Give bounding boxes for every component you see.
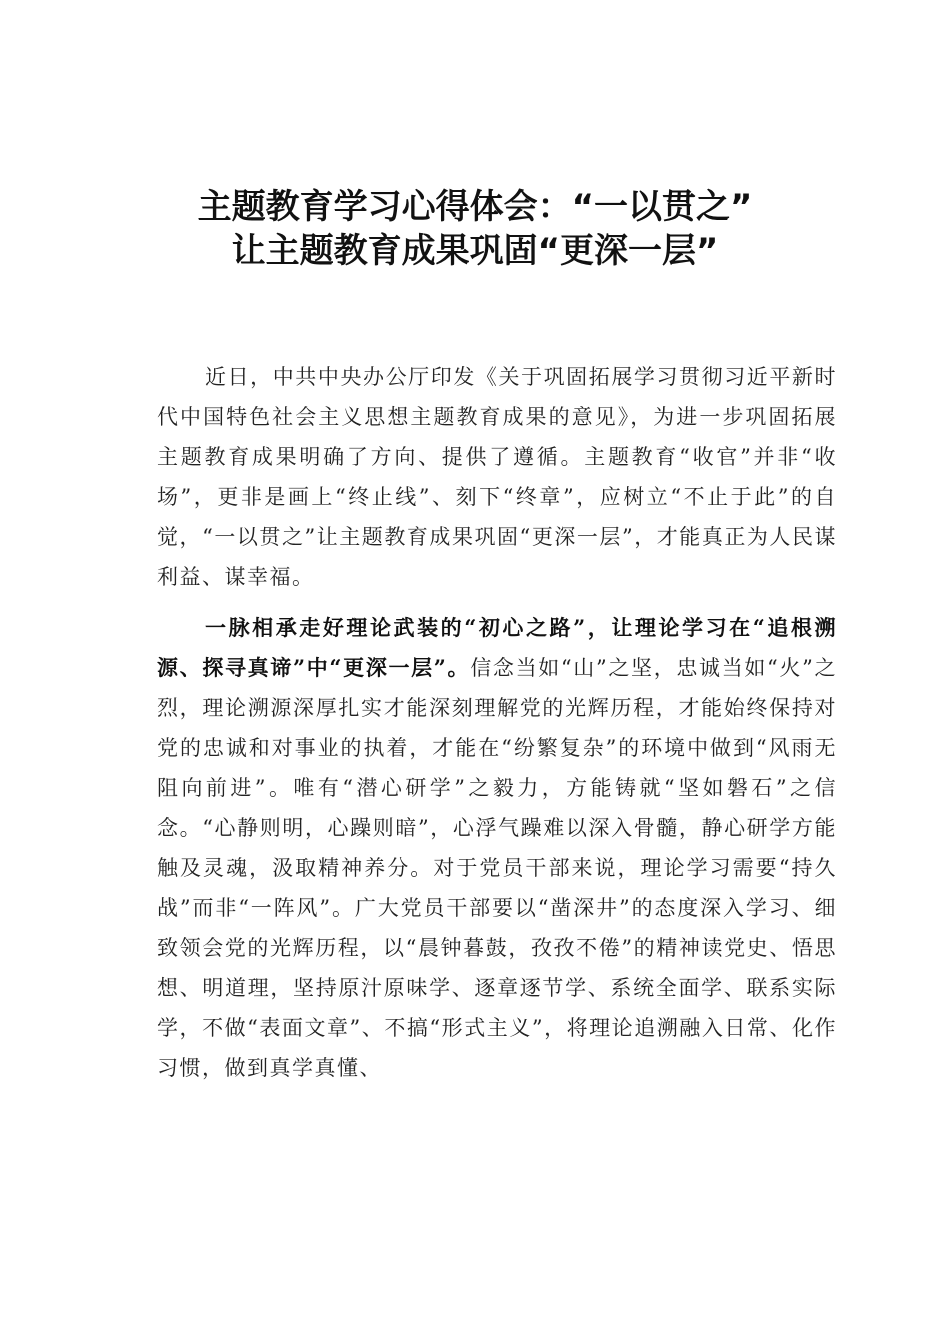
- paragraph-1-text: 近日，中共中央办公厅印发《关于巩固拓展学习贯彻习近平新时代中国特色社会主义思想主题教育成果的意见》，为进一步巩固拓展主题教育成果明确了方向、提供了遵循。主题教育“收官”并非“收场”，更非是画上“终止线”、刻下“终章”，应树立“不止于此”的自觉，“一以贯之”让主题教育成果巩固“更深一层”，才能真正为人民谋利益、谋幸福。: [157, 365, 837, 589]
- document-title-line-2: 让主题教育成果巩固“更深一层”: [231, 231, 719, 271]
- paragraph-1: [157, 357, 837, 597]
- document-title-line-1: 主题教育学习心得体会：“一以贯之”: [197, 187, 753, 227]
- paragraph-2-text: 信念当如“山”之坚，忠诚当如“火”之烈，理论溯源深厚扎实才能深刻理解党的光辉历程，才能始终保持对党的忠诚和对事业的执着，才能在“纷繁复杂”的环境中做到“风雨无阻向前进”。唯有“潜心研学”之毅力，方能铸就“坚如磐石”之信念。“心静则明，心躁则暗”，心浮气躁难以深入骨髓，静心研学方能触及灵魂，汲取精神养分。对于党员干部来说，理论学习需要“持久战”而非“一阵风”。广大党员干部要以“凿深井”的态度深入学习、细致领会党的光辉历程，以“晨钟暮鼓，孜孜不倦”的精神读党史、悟思想、明道理，坚持原汁原味学、逐章逐节学、系统全面学、联系实际学，不做“表面文章”、不搞“形式主义”，将理论追溯融入日常、化作习惯，做到真学真懂、: [157, 656, 837, 1080]
- paragraph-2: [157, 608, 837, 1088]
- paragraph-2-lead-heading: 一脉相承走好理论武装的“初心之路”，让理论学习在“追根溯源、探寻真谛”中“更深一层”。: [157, 615, 837, 680]
